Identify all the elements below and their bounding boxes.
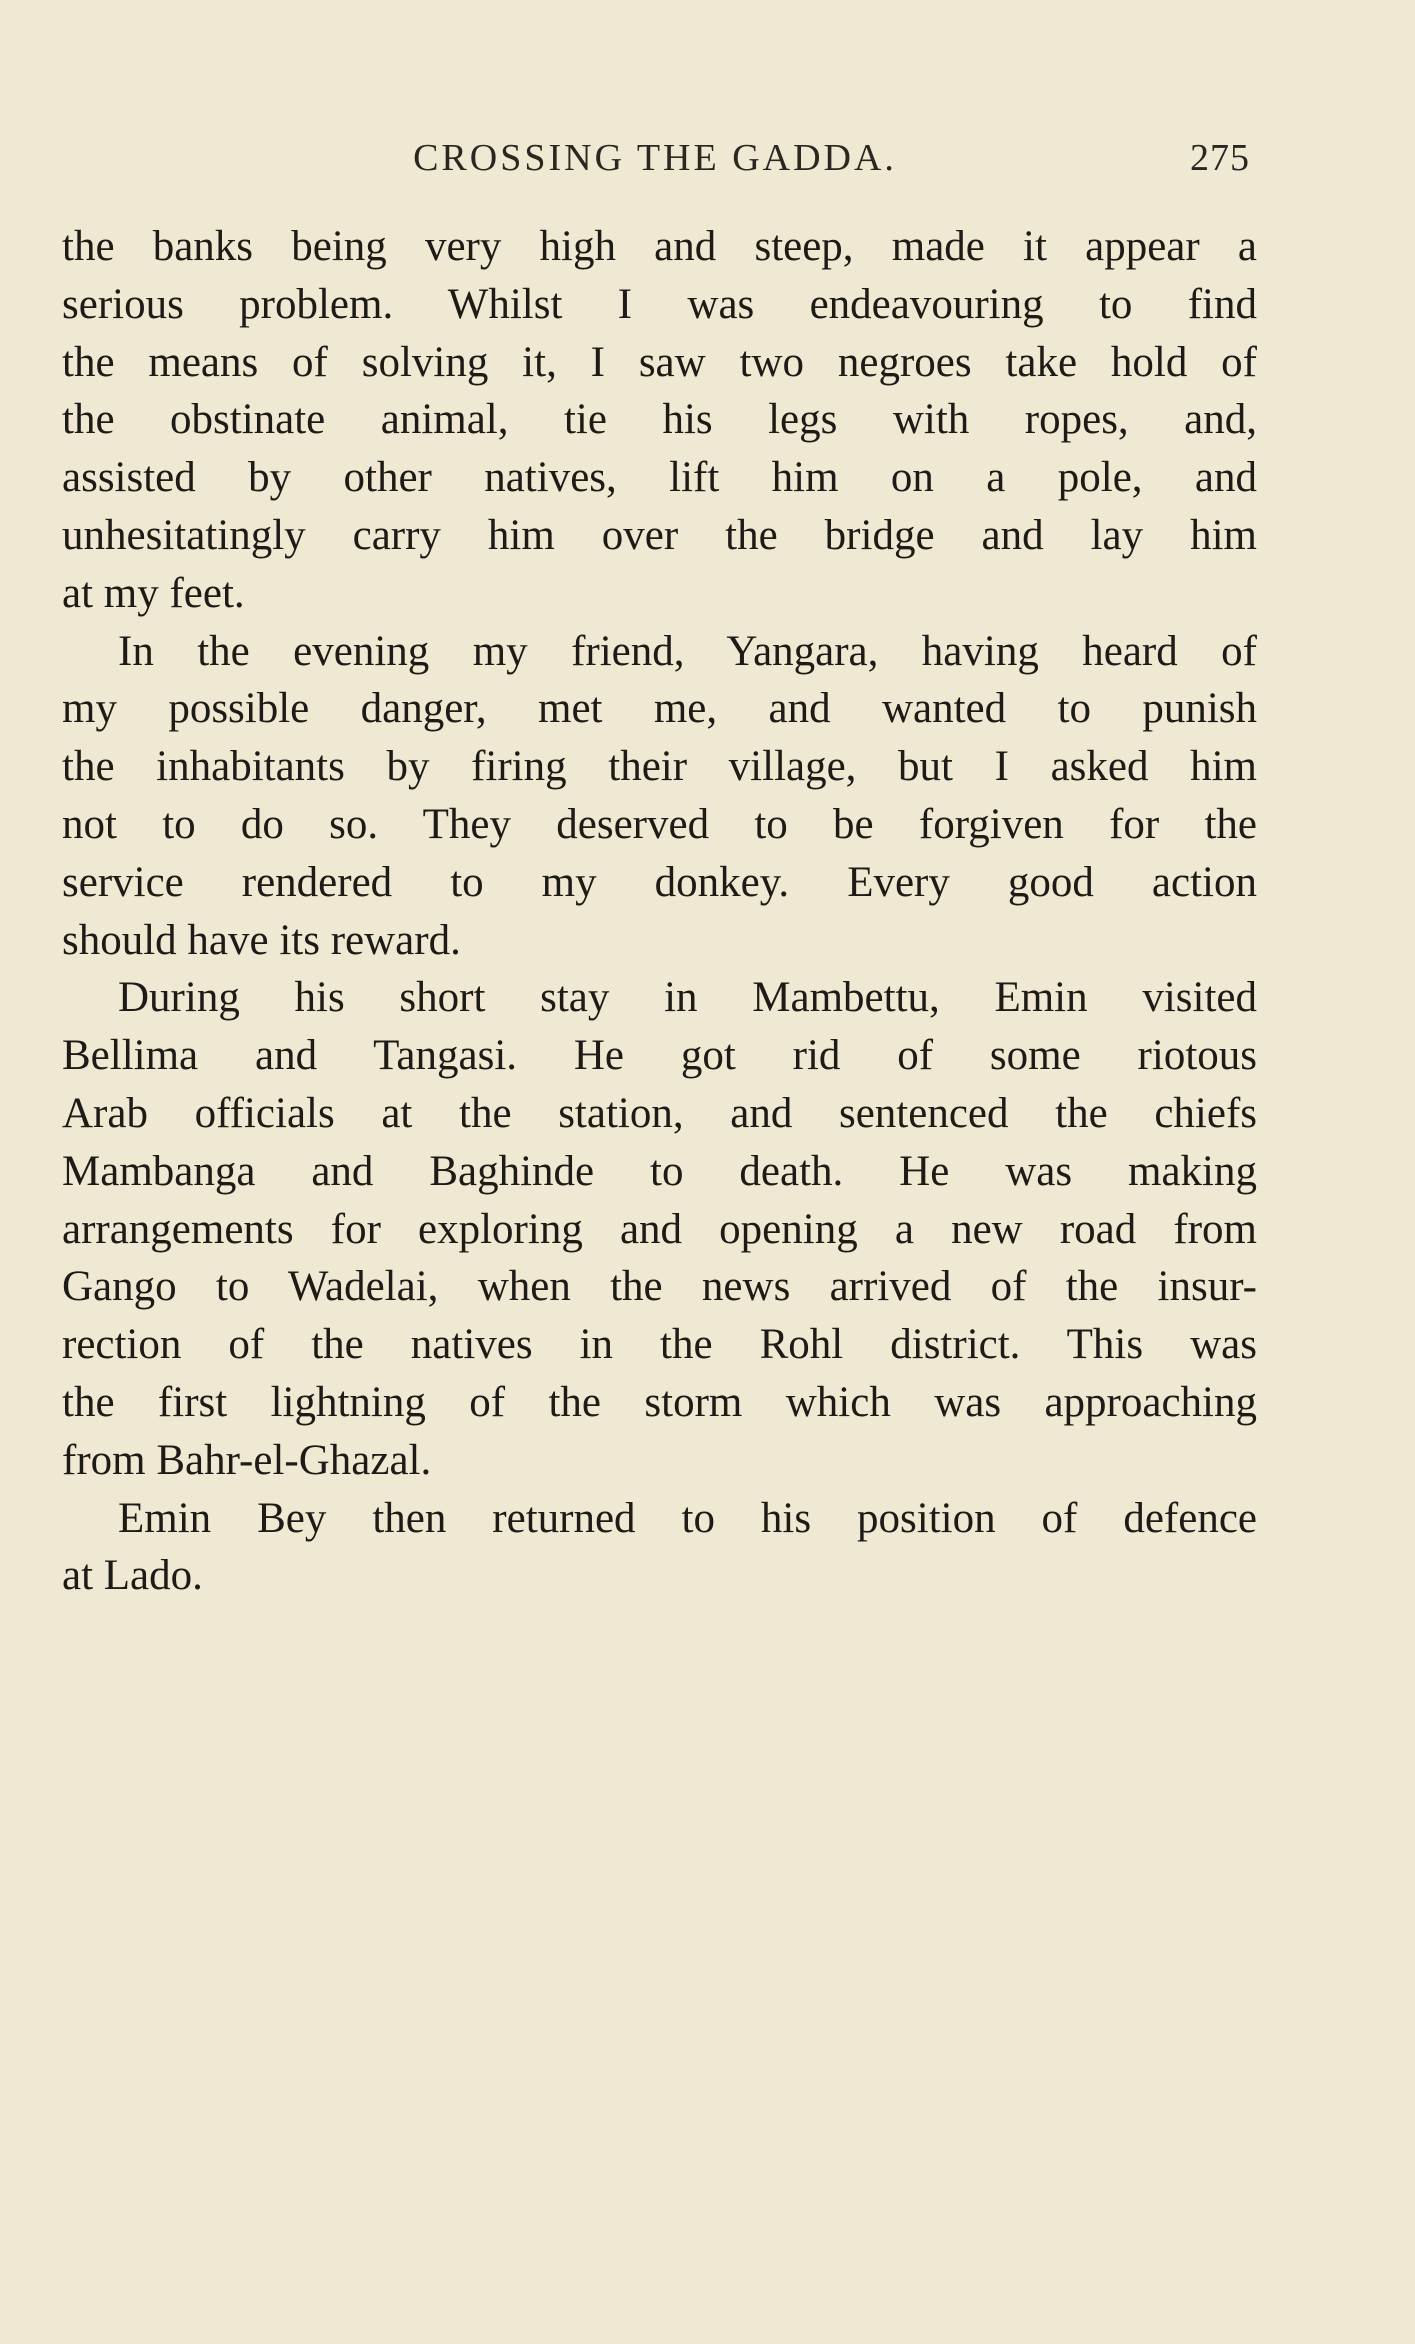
text-line: service rendered to my donkey. Every good action — [62, 858, 1257, 906]
running-head — [60, 128, 1250, 198]
text-line: Mambanga and Baghinde to death. He was making — [62, 1147, 1257, 1195]
text-line: the first lightning of the storm which was approaching — [62, 1378, 1257, 1426]
text-line: should have its reward. — [62, 916, 461, 964]
text-line: the obstinate animal, tie his legs with ropes, and, — [62, 396, 1257, 444]
text-line: the banks being very high and steep, made it appear a — [62, 223, 1257, 270]
text-line: not to do so. They deserved to be forgiven for the — [62, 800, 1257, 848]
text-line: at my feet. — [62, 569, 245, 617]
text-line: Emin Bey then returned to his position of defence — [118, 1494, 1257, 1542]
text-line: unhesitatingly carry him over the bridge and lay him — [62, 511, 1257, 559]
text-line: Gango to Wadelai, when the news arrived of the insur- — [62, 1263, 1257, 1311]
paragraph — [62, 969, 1257, 1489]
paragraph — [62, 623, 1257, 970]
text-line: from Bahr-el-Ghazal. — [62, 1436, 432, 1484]
paragraph — [62, 218, 1257, 623]
text-line: the means of solving it, I saw two negroes take hold of — [62, 338, 1257, 386]
text-line: the inhabitants by firing their village, but I asked him — [62, 743, 1257, 791]
text-line: arrangements for exploring and opening a new road from — [62, 1205, 1257, 1253]
text-line: rection of the natives in the Rohl district. This was — [62, 1321, 1257, 1369]
text-line: In the evening my friend, Yangara, having heard of — [118, 627, 1257, 675]
text-line: serious problem. Whilst I was endeavouring to find — [62, 280, 1257, 328]
paragraph — [62, 1490, 1257, 1606]
body-text — [62, 218, 1257, 1605]
text-line: Bellima and Tangasi. He got rid of some riotous — [62, 1032, 1257, 1080]
text-line: assisted by other natives, lift him on a pole, and — [62, 454, 1257, 502]
page-number: 275 — [1190, 137, 1250, 179]
running-title: CROSSING THE GADDA. — [413, 137, 897, 179]
text-line: at Lado. — [62, 1552, 203, 1600]
text-line: my possible danger, met me, and wanted to punish — [62, 685, 1257, 733]
text-line: Arab officials at the station, and sentenced the chiefs — [62, 1089, 1257, 1137]
text-line: During his short stay in Mambettu, Emin visited — [118, 974, 1257, 1022]
